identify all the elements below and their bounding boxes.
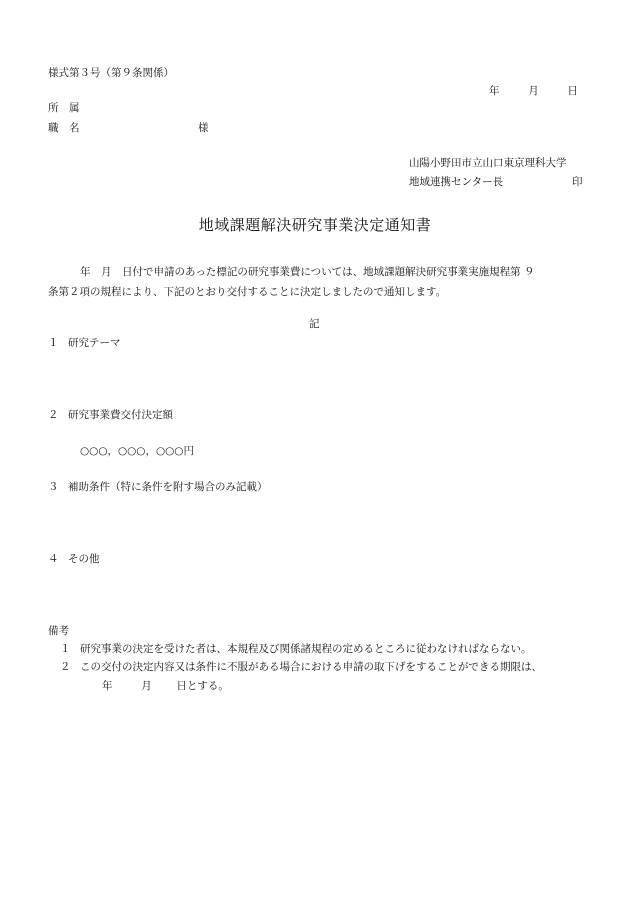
deadline-suffix: 日とする。 bbox=[176, 680, 229, 692]
grant-amount: ○○○，○○○，○○○円 bbox=[80, 445, 194, 457]
body-paragraph bbox=[48, 262, 588, 302]
remark-text: 研究事業の決定を受けた者は、本規程及び関係諸規程の定めるところに従わなければならない。 bbox=[80, 643, 532, 655]
date-month: 月 bbox=[528, 85, 539, 97]
ki-heading: 記 bbox=[309, 318, 320, 330]
remark-text: この交付の決定内容又は条件に不服がある場合における申請の取下げをすることができる期限は、 bbox=[80, 661, 542, 673]
item-label: 補助条件（特に条件を附す場合のみ記載） bbox=[68, 481, 268, 493]
item-number: １ bbox=[48, 337, 59, 349]
item-label: 研究テーマ bbox=[68, 337, 121, 349]
item-4 bbox=[48, 552, 100, 566]
body-line-2: 条第２項の規程により、下記のとおり交付することに決定しましたので通知します。 bbox=[48, 286, 447, 298]
remarks-heading: 備考 bbox=[48, 625, 69, 637]
sender-title: 地域連携センター長 bbox=[409, 176, 504, 188]
remark-1 bbox=[60, 642, 532, 656]
remark-2 bbox=[60, 660, 542, 674]
item-2 bbox=[48, 408, 173, 422]
remark-number: １ bbox=[60, 643, 71, 655]
document-title: 地域課題解決研究事業決定通知書 bbox=[198, 216, 432, 234]
item-number: ２ bbox=[48, 409, 59, 421]
affiliation-label: 所 属 bbox=[48, 102, 80, 114]
sender-organization: 山陽小野田市立山口東京理科大学 bbox=[409, 157, 567, 169]
date-year: 年 bbox=[489, 85, 500, 97]
remark-number: ２ bbox=[60, 661, 71, 673]
issue-date bbox=[489, 84, 578, 98]
item-1 bbox=[48, 336, 121, 350]
item-label: 研究事業費交付決定額 bbox=[68, 409, 173, 421]
seal-mark: 印 bbox=[572, 176, 583, 188]
item-3 bbox=[48, 480, 268, 494]
deadline-month: 月 bbox=[141, 680, 152, 692]
position-label: 職 名 bbox=[48, 122, 80, 134]
item-label: その他 bbox=[68, 553, 100, 565]
body-line-1: 年 月 日付で申請のあった標記の研究事業費については、地域課題解決研究事業実施規程第 ９ bbox=[80, 266, 535, 278]
honorific: 様 bbox=[198, 122, 209, 134]
deadline-date bbox=[102, 679, 229, 693]
deadline-year: 年 bbox=[102, 680, 113, 692]
item-number: ４ bbox=[48, 553, 59, 565]
form-number: 様式第３号（第９条関係） bbox=[48, 67, 174, 79]
item-number: ３ bbox=[48, 481, 59, 493]
date-day: 日 bbox=[567, 85, 578, 97]
